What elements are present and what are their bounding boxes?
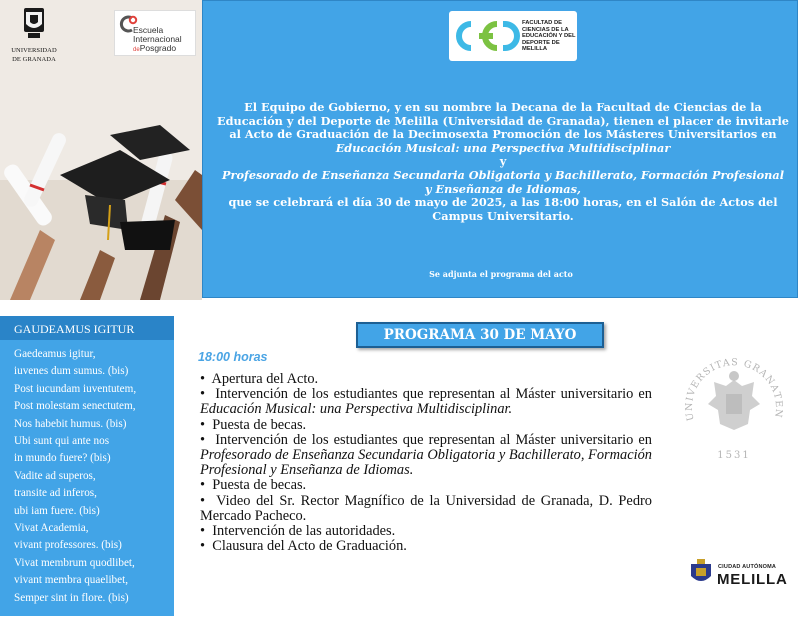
program-item <box>200 524 652 539</box>
university-granada-logo <box>6 6 62 78</box>
bullet: • <box>200 538 206 555</box>
program-item <box>200 433 652 479</box>
program-list <box>200 372 652 554</box>
invitation-master2: Profesorado de Enseñanza Secundaria Obligatoria y Bachillerato, Formación Profesional y Enseñanza de Idiomas, <box>222 167 784 196</box>
program-item-master2: Profesorado de Enseñanza Secundaria Obligatoria y Bachillerato, Formación Profesional y Enseñanza de Idiomas. <box>200 447 652 479</box>
program-item-text: Intervención de los estudiantes que representan al Máster universitario en <box>215 386 652 403</box>
lyric-line: Nos habebit humus. (bis) <box>14 417 127 430</box>
ugr-crest-icon <box>20 6 48 40</box>
program-item-text: Apertura del Acto. <box>211 371 319 387</box>
lyric-line: Gaedeamus igitur, <box>14 348 96 360</box>
epg-line1: Escuela <box>133 25 164 35</box>
top-banner <box>0 0 800 300</box>
bullet: • <box>200 431 206 448</box>
ced-line1: FACULTAD DE <box>522 20 563 26</box>
lyrics-title: GAUDEAMUS IGITUR <box>14 322 135 336</box>
lyric-line: Semper sint in flore. (bis) <box>14 591 129 604</box>
lyric-line: Post molestam senectutem, <box>14 400 136 413</box>
program-item-text: Intervención de las autoridades. <box>212 523 396 540</box>
faculty-logo <box>449 11 577 61</box>
bullet: • <box>200 386 206 403</box>
lyric-line: in mundo fuere? (bis) <box>14 452 111 465</box>
lyric-line: Vadite ad superos, <box>14 469 96 482</box>
program-item <box>200 494 652 524</box>
program-title: PROGRAMA 30 DE MAYO <box>356 322 604 348</box>
program-time: 18:00 horas <box>198 350 268 364</box>
ced-line5: MELILLA <box>522 46 548 52</box>
program-item-master1: Educación Musical: una Perspectiva Multidisciplinar. <box>200 401 513 418</box>
lyric-line: Post iucundam iuventutem, <box>14 382 137 395</box>
invitation-panel <box>202 0 798 298</box>
ugr-line2: DE GRANADA <box>12 56 56 63</box>
attachment-note: Se adjunta el programa del acto <box>429 269 573 279</box>
lyric-line: Vivat Academia, <box>14 522 89 535</box>
lyric-line: vivant membra quaelibet, <box>14 574 129 587</box>
program-item-text: Puesta de becas. <box>212 477 307 494</box>
invitation-master1: Educación Musical: una Perspectiva Multidisciplinar <box>335 140 671 155</box>
bullet: • <box>200 477 206 494</box>
lyric-line: Ubi sunt qui ante nos <box>14 435 110 448</box>
ced-line2: CIENCIAS DE LA <box>522 26 569 33</box>
gaudeamus-panel <box>0 316 174 616</box>
lyric-line: vivant professores. (bis) <box>14 539 122 552</box>
ced-line3: EDUCACIÓN Y DEL <box>522 33 576 39</box>
melilla-big-text: MELILLA <box>717 571 788 588</box>
epg-line2: Internacional <box>133 34 182 44</box>
invitation-intro: El Equipo de Gobierno, y en su nombre la Decana de la Facultad de Ciencias de la Educación y del Deporte de Melilla (Universidad de Granada), tienen el placer de invitarle al Acto de Graduación de la Decimosexta Promoción de los Másteres Universitarios en <box>217 100 789 142</box>
bullet: • <box>200 492 206 509</box>
lyric-line: ubi iam fuere. (bis) <box>14 504 100 517</box>
invitation-conjunction: y <box>499 154 507 169</box>
epg-line3: Posgrado <box>139 43 177 53</box>
program-item-text: Clausura del Acto de Graduación. <box>212 538 407 555</box>
program-item-text: Puesta de becas. <box>212 416 307 433</box>
bullet: • <box>200 523 206 540</box>
program-item <box>200 418 652 433</box>
bullet: • <box>200 416 206 433</box>
lyric-line: Vivat membrum quodlibet, <box>14 556 135 569</box>
invitation-text <box>217 101 789 223</box>
university-seal <box>680 350 788 468</box>
program-item <box>200 539 652 554</box>
epg-line3-small: de <box>133 47 140 53</box>
melilla-small-text: CIUDAD AUTÓNOMA <box>718 564 777 570</box>
ugr-line1: UNIVERSIDAD <box>11 47 57 54</box>
melilla-logo <box>688 556 794 590</box>
program-item <box>200 478 652 493</box>
program-item-text: Intervención de los estudiantes que representan al Máster universitario en <box>215 431 652 448</box>
seal-icon <box>680 350 788 468</box>
lyric-line: iuvenes dum sumus. (bis) <box>14 365 129 378</box>
lyrics-list <box>14 346 136 607</box>
seal-text: UNIVERSITAS GRANATEN <box>683 357 785 422</box>
program-item-text: Video del Sr. Rector Magnífico de la Universidad de Granada, D. Pedro Mercado Pacheco. <box>200 492 652 524</box>
seal-year: 1531 <box>717 450 751 461</box>
bullet: • <box>200 371 206 387</box>
melilla-crest-icon <box>688 558 714 588</box>
graduation-photo <box>0 0 202 300</box>
ced-logo-icon <box>453 18 525 54</box>
program-item <box>200 387 652 417</box>
ced-line4: DEPORTE DE <box>522 39 560 46</box>
program-item <box>200 372 652 387</box>
lyric-line: transite ad inferos, <box>14 487 97 500</box>
escuela-posgrado-logo <box>114 10 196 56</box>
invitation-closing: que se celebrará el día 30 de mayo de 2025, a las 18:00 horas, en el Salón de Actos del Campus Universitario. <box>228 195 778 223</box>
